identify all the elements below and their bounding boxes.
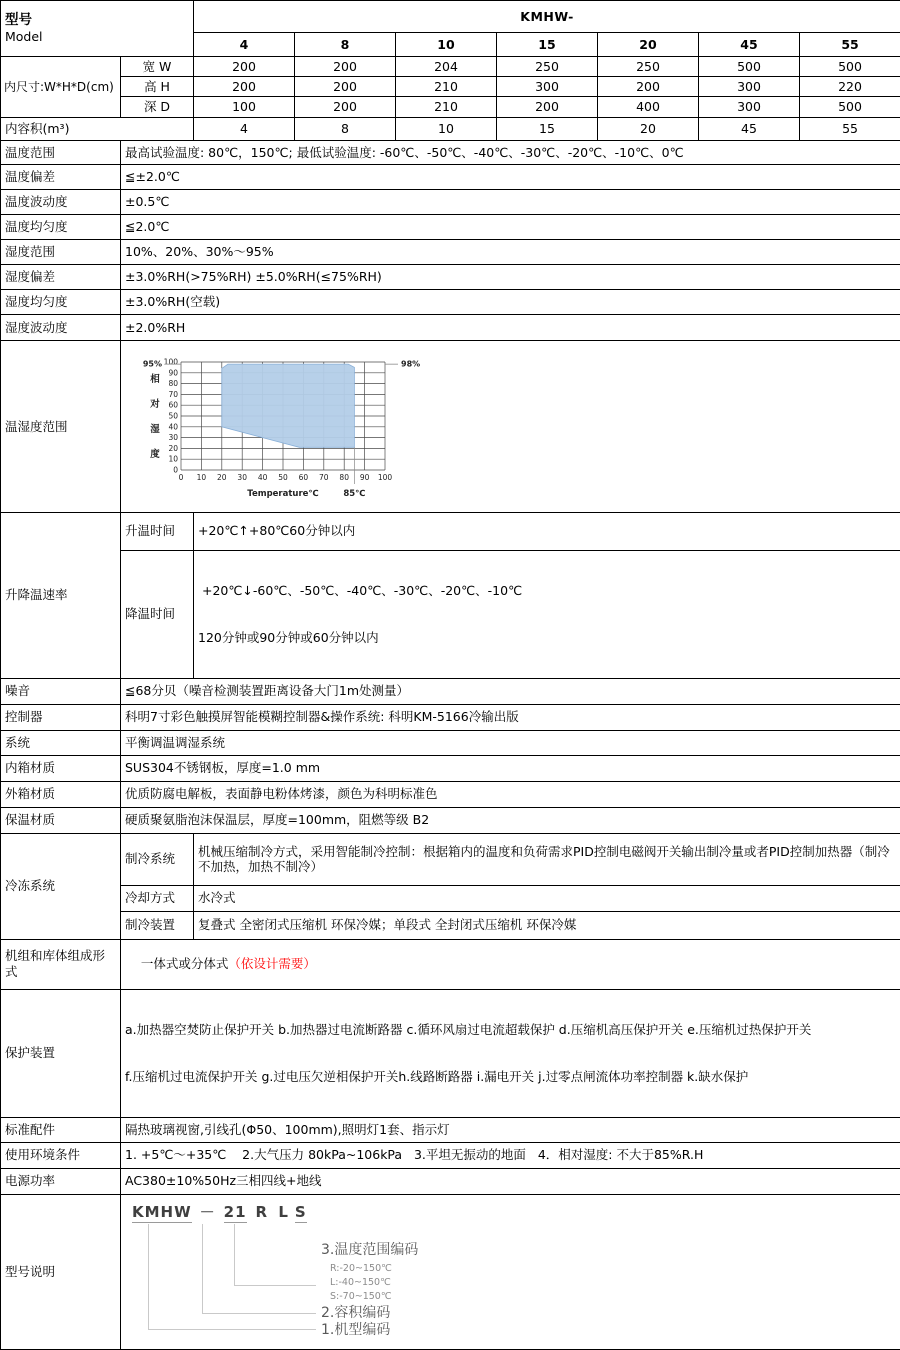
model-code-row — [1, 1194, 900, 1349]
model-column: 55 — [800, 33, 900, 57]
svg-text:20: 20 — [168, 444, 178, 453]
svg-text:80: 80 — [339, 473, 349, 482]
humidity-temperature-chart — [125, 342, 900, 507]
row-label: 湿度范围 — [1, 240, 121, 265]
refrigeration-row-3 — [1, 911, 900, 939]
model-label-cn: 型号 — [5, 12, 189, 29]
svg-text:100: 100 — [164, 358, 179, 367]
refrigeration-row-2 — [1, 885, 900, 911]
row-value: 1. +5℃～+35℃ 2.大气压力 80kPa~106kPa 3.平坦无振动的地面 4．相对湿度: 不大于85%R.H — [121, 1142, 900, 1168]
code-letter-s: S — [295, 1203, 307, 1224]
model-label-en: Model — [5, 29, 189, 45]
svg-text:40: 40 — [168, 422, 178, 431]
spec-row — [1, 807, 900, 833]
volume-value: 55 — [800, 118, 900, 141]
spec-row — [1, 215, 900, 240]
row-label: 保温材质 — [1, 807, 121, 833]
row-label: 温度均匀度 — [1, 215, 121, 240]
dim-value: 220 — [800, 77, 900, 97]
dim-value: 300 — [699, 97, 800, 118]
ramp-label: 升降温速率 — [1, 512, 121, 678]
svg-text:70: 70 — [319, 473, 329, 482]
dim-value: 400 — [598, 97, 699, 118]
row-label: 使用环境条件 — [1, 1142, 121, 1168]
dim-value: 200 — [194, 57, 295, 77]
svg-text:50: 50 — [278, 473, 288, 482]
refrigeration-sub-label: 冷却方式 — [121, 885, 194, 911]
dim-sub-label: 宽 W — [121, 57, 194, 77]
model-label-cell — [1, 1, 194, 57]
temp-code-title: 3.温度范围编码 — [321, 1242, 418, 1260]
row-value: 平衡调温调湿系统 — [121, 730, 900, 755]
dim-sub-label: 高 H — [121, 77, 194, 97]
svg-text:10: 10 — [168, 455, 178, 464]
model-code-label: 型号说明 — [1, 1194, 121, 1349]
row-value: 硬质聚氨脂泡沫保温层，厚度=100mm，阻燃等级 B2 — [121, 807, 900, 833]
ramp-cooldown-row — [1, 550, 900, 678]
spec-row — [1, 141, 900, 165]
dim-value: 500 — [800, 97, 900, 118]
row-label: 湿度波动度 — [1, 315, 121, 341]
refrigeration-value: 机械压缩制冷方式，采用智能制冷控制：根据箱内的温度和负荷需求PID控制电磁阀开关输出制冷量或者PID控制加热器（制冷不加热，加热不制冷） — [194, 833, 900, 885]
model-column: 10 — [396, 33, 497, 57]
svg-text:30: 30 — [168, 433, 178, 442]
spec-row — [1, 1168, 900, 1194]
chart-row-label: 温湿度范围 — [1, 341, 121, 513]
svg-text:95%: 95% — [143, 360, 162, 369]
cooldown-line1: +20℃↓-60℃、-50℃、-40℃、-30℃、-20℃、-10℃ — [198, 583, 896, 599]
volume-value: 10 — [396, 118, 497, 141]
row-label: 噪音 — [1, 678, 121, 704]
spec-row — [1, 265, 900, 290]
header-row-series — [1, 1, 900, 33]
dimension-row-width — [1, 57, 900, 77]
volume-value: 45 — [699, 118, 800, 141]
row-label: 内箱材质 — [1, 755, 121, 781]
unit-form-row — [1, 939, 900, 989]
refrigeration-value: 水冷式 — [194, 885, 900, 911]
code-separator: － — [200, 1203, 216, 1222]
row-label: 湿度偏差 — [1, 265, 121, 290]
spec-row — [1, 1142, 900, 1168]
row-label: 外箱材质 — [1, 781, 121, 807]
row-label: 温度偏差 — [1, 165, 121, 190]
row-value — [121, 939, 900, 989]
dim-value: 250 — [598, 57, 699, 77]
model-code-string — [132, 1203, 307, 1224]
code-volume: 21 — [224, 1203, 247, 1224]
svg-text:20: 20 — [217, 473, 227, 482]
svg-text:湿: 湿 — [150, 423, 160, 435]
svg-text:70: 70 — [168, 390, 178, 399]
row-value: AC380±10%50Hz三相四线+地线 — [121, 1168, 900, 1194]
row-label: 温度范围 — [1, 141, 121, 165]
model-column: 4 — [194, 33, 295, 57]
model-code-cell — [121, 1194, 900, 1349]
spec-row — [1, 240, 900, 265]
dim-value: 204 — [396, 57, 497, 77]
svg-text:Temperature℃: Temperature℃ — [247, 489, 318, 499]
spec-row — [1, 730, 900, 755]
svg-text:0: 0 — [173, 466, 178, 475]
spec-row — [1, 755, 900, 781]
refrigeration-sub-label: 制冷系统 — [121, 833, 194, 885]
machine-code-title: 1.机型编码 — [321, 1322, 390, 1340]
spec-row — [1, 190, 900, 215]
row-value: 优质防腐电解板，表面静电粉体烤漆，颜色为科明标准色 — [121, 781, 900, 807]
model-column: 45 — [699, 33, 800, 57]
svg-text:相: 相 — [150, 373, 160, 385]
volume-value: 4 — [194, 118, 295, 141]
dim-value: 200 — [295, 97, 396, 118]
dim-value: 200 — [295, 77, 396, 97]
row-label: 机组和库体组成形式 — [1, 939, 121, 989]
svg-text:30: 30 — [237, 473, 247, 482]
row-label: 系统 — [1, 730, 121, 755]
spec-row — [1, 290, 900, 315]
ramp-heatup-row — [1, 512, 900, 550]
row-value: ±3.0%RH(空载) — [121, 290, 900, 315]
ramp-value — [194, 550, 900, 678]
svg-text:90: 90 — [360, 473, 370, 482]
ramp-value: +20℃↑+80℃60分钟以内 — [194, 512, 900, 550]
dimension-row-height — [1, 77, 900, 97]
dim-value: 200 — [194, 77, 295, 97]
dimension-row-depth — [1, 97, 900, 118]
model-column: 8 — [295, 33, 396, 57]
svg-text:50: 50 — [168, 412, 178, 421]
chart-cell — [121, 341, 900, 513]
volume-label: 内容积(m³) — [1, 118, 194, 141]
svg-text:40: 40 — [258, 473, 268, 482]
row-label: 温度波动度 — [1, 190, 121, 215]
protection-line1: a.加热器空焚防止保护开关 b.加热器过电流断路器 c.循环风扇过电流超载保护 d.压缩机高压保护开关 e.压缩机过热保护开关 — [125, 1022, 896, 1038]
code-prefix: KMHW — [132, 1203, 192, 1224]
volume-code-title: 2.容积编码 — [321, 1305, 390, 1323]
row-value — [121, 989, 900, 1117]
row-value: 10%、20%、30%～95% — [121, 240, 900, 265]
protection-line2: f.压缩机过电流保护开关 g.过电压欠逆相保护开关h.线路断路器 i.漏电开关 j.过零点闸流体功率控制器 k.缺水保护 — [125, 1069, 896, 1085]
design-note: （依设计需要） — [228, 956, 316, 971]
svg-text:60: 60 — [299, 473, 309, 482]
volume-value: 8 — [295, 118, 396, 141]
row-value: ≦68分贝（噪音检测装置距离设备大门1m处测量） — [121, 678, 900, 704]
dim-value: 500 — [699, 57, 800, 77]
dim-value: 300 — [497, 77, 598, 97]
svg-text:10: 10 — [197, 473, 207, 482]
row-value: SUS304不锈钢板，厚度=1.0 mm — [121, 755, 900, 781]
svg-text:80: 80 — [168, 379, 178, 388]
row-label: 控制器 — [1, 704, 121, 730]
dim-sub-label: 深 D — [121, 97, 194, 118]
dimensions-label: 内尺寸:W*H*D(cm) — [1, 57, 121, 118]
unit-form-value: 一体式或分体式 — [141, 956, 229, 971]
row-value: 隔热玻璃视窗,引线孔(Φ50、100mm),照明灯1套、指示灯 — [121, 1117, 900, 1142]
connector-temp-code — [234, 1224, 316, 1286]
refrigeration-value: 复叠式 全密闭式压缩机 环保冷媒；单段式 全封闭式压缩机 环保冷媒 — [194, 911, 900, 939]
temp-code-l: L:-40~150℃ — [330, 1277, 391, 1289]
dim-value: 200 — [598, 77, 699, 97]
svg-text:90: 90 — [168, 368, 178, 377]
series-name: KMHW- — [194, 1, 900, 33]
model-code-diagram — [125, 1196, 896, 1348]
row-label: 标准配件 — [1, 1117, 121, 1142]
spec-row — [1, 1117, 900, 1142]
row-value: ≦±2.0℃ — [121, 165, 900, 190]
row-value: 科明7寸彩色触摸屏智能模糊控制器&操作系统: 科明KM-5166冷输出版 — [121, 704, 900, 730]
row-label: 保护装置 — [1, 989, 121, 1117]
cooldown-line2: 120分钟或90分钟或60分钟以内 — [198, 630, 896, 646]
row-value: ±3.0%RH(>75%RH) ±5.0%RH(≤75%RH) — [121, 265, 900, 290]
spec-row — [1, 704, 900, 730]
refrigeration-row-1 — [1, 833, 900, 885]
model-column: 20 — [598, 33, 699, 57]
model-column: 15 — [497, 33, 598, 57]
svg-text:60: 60 — [168, 401, 178, 410]
svg-text:100: 100 — [378, 473, 393, 482]
ramp-sub-label: 降温时间 — [121, 550, 194, 678]
svg-text:98%: 98% — [401, 360, 420, 369]
dim-value: 200 — [497, 97, 598, 118]
row-label: 电源功率 — [1, 1168, 121, 1194]
row-value: ≦2.0℃ — [121, 215, 900, 240]
spec-row — [1, 678, 900, 704]
row-value: ±2.0%RH — [121, 315, 900, 341]
svg-text:85℃: 85℃ — [343, 489, 365, 499]
row-value: ±0.5℃ — [121, 190, 900, 215]
refrigeration-sub-label: 制冷装置 — [121, 911, 194, 939]
dim-value: 210 — [396, 77, 497, 97]
dim-value: 300 — [699, 77, 800, 97]
refrigeration-label: 冷冻系统 — [1, 833, 121, 939]
svg-text:0: 0 — [179, 473, 184, 482]
ramp-sub-label: 升温时间 — [121, 512, 194, 550]
dim-value: 250 — [497, 57, 598, 77]
dim-value: 200 — [295, 57, 396, 77]
temp-code-s: S:-70~150℃ — [330, 1291, 392, 1303]
svg-text:度: 度 — [150, 448, 160, 460]
row-label: 湿度均匀度 — [1, 290, 121, 315]
volume-value: 15 — [497, 118, 598, 141]
svg-text:对: 对 — [149, 398, 160, 410]
volume-value: 20 — [598, 118, 699, 141]
spec-row — [1, 781, 900, 807]
protection-row — [1, 989, 900, 1117]
dim-value: 100 — [194, 97, 295, 118]
chart-row — [1, 341, 900, 513]
dim-value: 210 — [396, 97, 497, 118]
spec-row — [1, 315, 900, 341]
row-value: 最高试验温度: 80℃，150℃; 最低试验温度: -60℃、-50℃、-40℃、-30℃、-20℃、-10℃、0℃ — [121, 141, 900, 165]
volume-row — [1, 118, 900, 141]
spec-row — [1, 165, 900, 190]
dim-value: 500 — [800, 57, 900, 77]
code-letters: R L — [256, 1203, 291, 1222]
temp-code-r: R:-20~150℃ — [330, 1263, 392, 1275]
